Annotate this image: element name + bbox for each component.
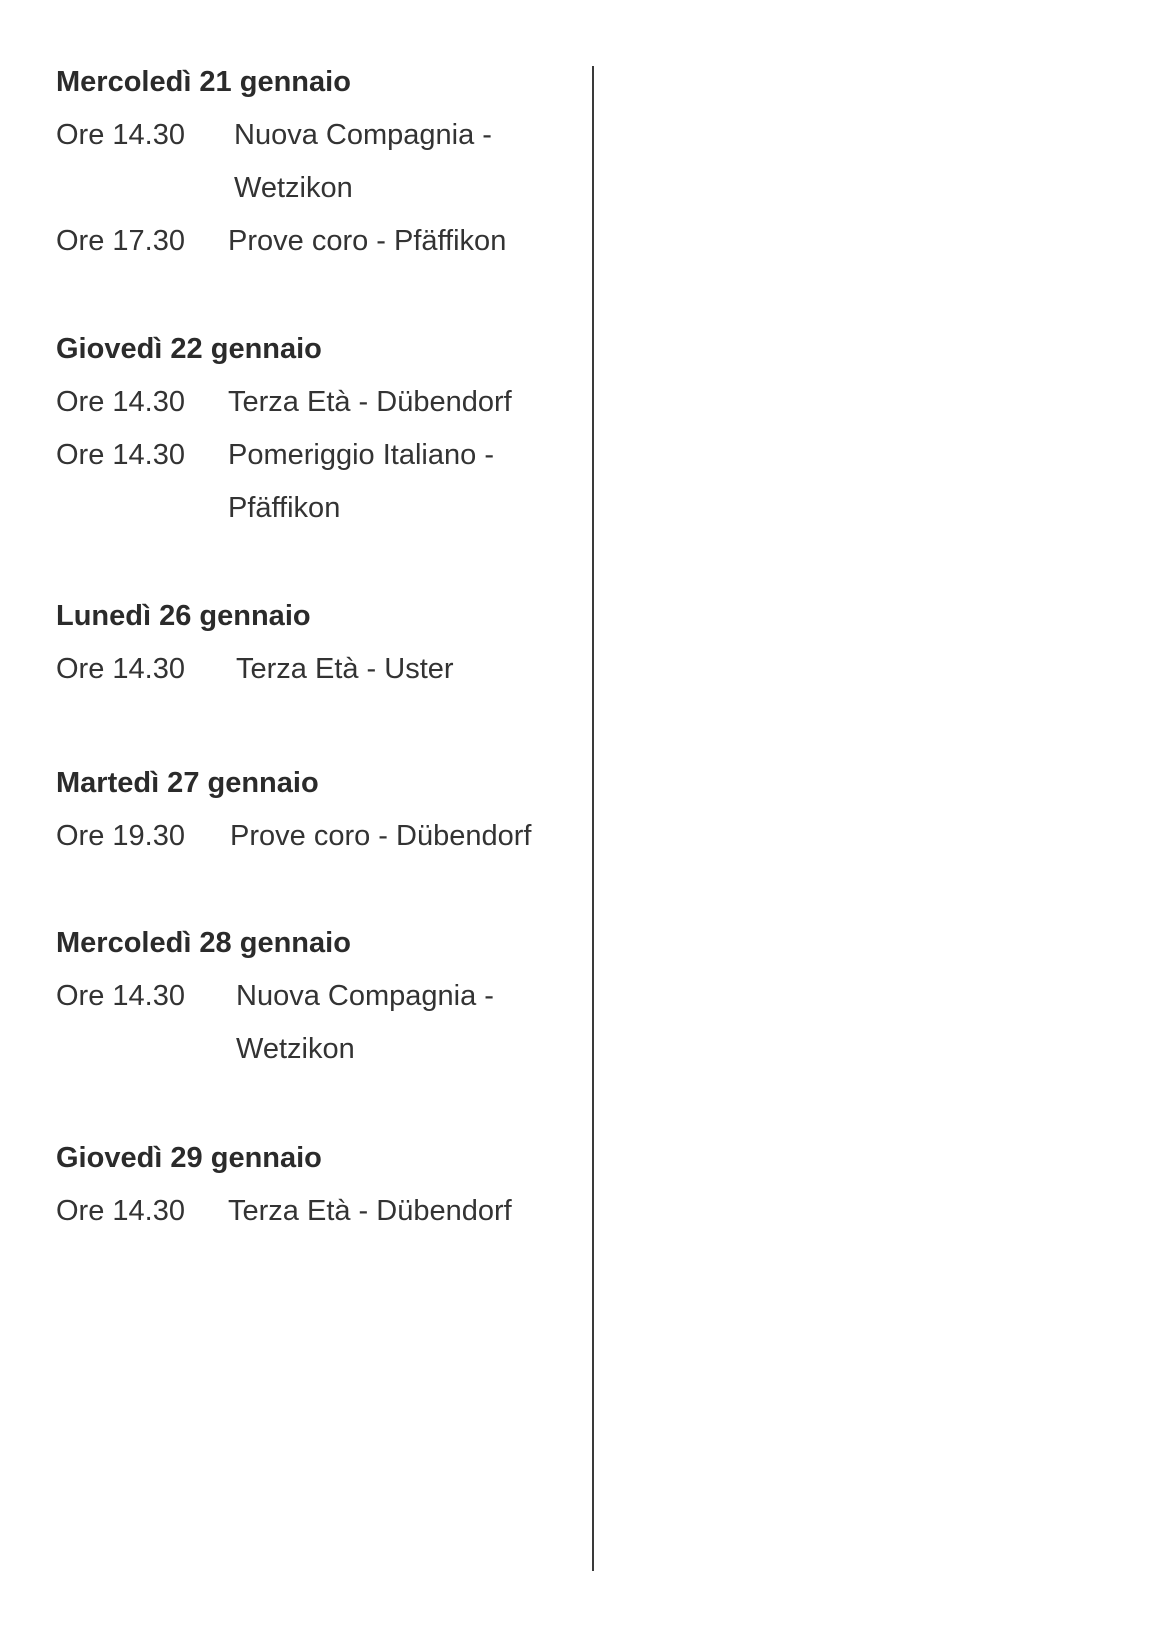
day-heading: Mercoledì 28 gennaio <box>56 927 351 959</box>
event-description-line: Terza Età - Uster <box>236 653 454 685</box>
day-block <box>56 1141 576 1247</box>
event-description <box>230 819 531 853</box>
event-row <box>56 224 576 258</box>
event-description-line: Pomeriggio Italiano - <box>228 439 494 471</box>
event-description-line: Prove coro - Pfäffikon <box>228 225 507 257</box>
event-description-line: Wetzikon <box>236 1033 355 1065</box>
event-description <box>234 118 492 205</box>
event-row <box>56 438 576 525</box>
event-description-line: Terza Età - Dübendorf <box>228 1195 512 1227</box>
day-heading: Mercoledì 21 gennaio <box>56 66 351 98</box>
column-divider <box>592 66 594 1571</box>
event-row <box>56 118 576 205</box>
day-block <box>56 926 576 1085</box>
event-time: Ore 14.30 <box>56 439 185 471</box>
event-time: Ore 14.30 <box>56 980 185 1012</box>
event-time: Ore 19.30 <box>56 820 185 852</box>
event-row <box>56 385 576 419</box>
event-description <box>228 224 506 258</box>
day-heading: Lunedì 26 gennaio <box>56 600 311 632</box>
event-row <box>56 819 576 853</box>
event-description <box>228 438 494 525</box>
event-description <box>236 979 494 1066</box>
day-block <box>56 599 576 705</box>
event-row <box>56 652 576 686</box>
event-row <box>56 979 576 1066</box>
event-description-line: Terza Età - Dübendorf <box>228 386 512 418</box>
event-time: Ore 14.30 <box>56 653 185 685</box>
event-description-line: Nuova Compagnia - <box>234 119 492 151</box>
event-row <box>56 1194 576 1228</box>
event-time: Ore 14.30 <box>56 119 185 151</box>
day-block <box>56 65 576 277</box>
event-description-line: Prove coro - Dübendorf <box>230 820 532 852</box>
day-block <box>56 332 576 544</box>
event-description-line: Wetzikon <box>234 172 353 204</box>
event-time: Ore 14.30 <box>56 386 185 418</box>
day-heading: Martedì 27 gennaio <box>56 767 319 799</box>
event-description <box>236 652 454 686</box>
day-heading: Giovedì 22 gennaio <box>56 333 322 365</box>
day-block <box>56 766 576 872</box>
event-description-line: Pfäffikon <box>228 492 341 524</box>
event-time: Ore 14.30 <box>56 1195 185 1227</box>
event-time: Ore 17.30 <box>56 225 185 257</box>
day-heading: Giovedì 29 gennaio <box>56 1142 322 1174</box>
event-description <box>228 1194 512 1228</box>
event-description <box>228 385 512 419</box>
event-description-line: Nuova Compagnia - <box>236 980 494 1012</box>
